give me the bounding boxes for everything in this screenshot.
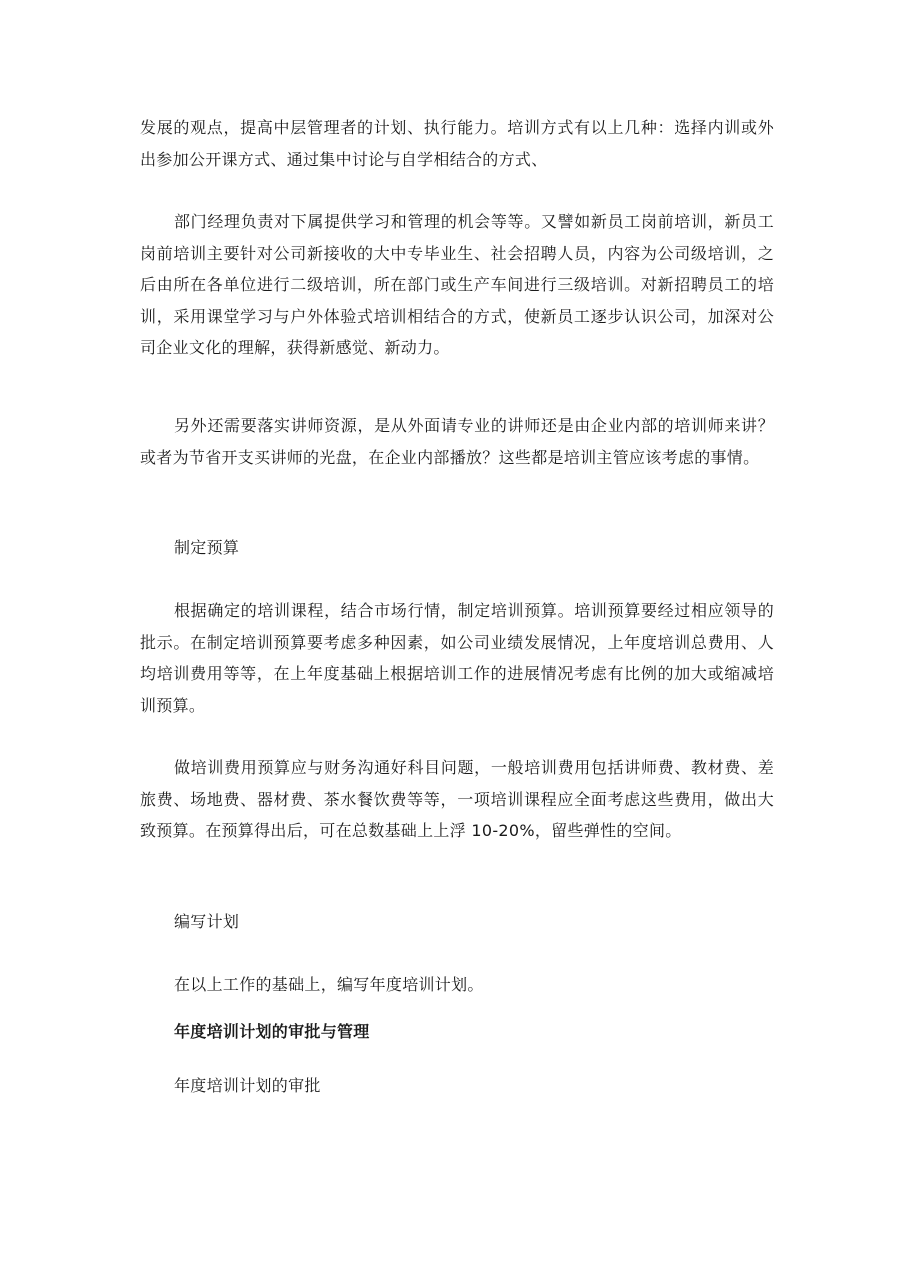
paragraph-lecturer-resources: 另外还需要落实讲师资源，是从外面请专业的讲师还是由企业内部的培训师来讲？或者为节省开支买讲师的光盘，在企业内部播放？这些都是培训主管应该考虑的事情。 xyxy=(140,416,774,467)
subsection-heading-approval: 年度培训计划的审批 xyxy=(174,1076,321,1095)
section-heading-write-plan: 编写计划 xyxy=(174,912,240,931)
paragraph-write-plan: 在以上工作的基础上，编写年度培训计划。 xyxy=(174,975,484,994)
paragraph-training-methods: 发展的观点，提高中层管理者的计划、执行能力。培训方式有以上几种：选择内训或外出参加公开课方式、通过集中讨论与自学相结合的方式、 xyxy=(140,118,774,169)
paragraph-new-employee-training: 部门经理负责对下属提供学习和管理的机会等等。又譬如新员工岗前培训，新员工岗前培训主要针对公司新接收的大中专毕业生、社会招聘人员，内容为公司级培训，之后由所在各单位进行二级培训，所在部门或生产车间进行三级培训。对新招聘员工的培训，采用课堂学习与户外体验式培训相结合的方式，使新员工逐步认识公司，加深对公司企业文化的理解，获得新感觉、新动力。 xyxy=(140,212,774,357)
paragraph-budget-items: 做培训费用预算应与财务沟通好科目问题，一般培训费用包括讲师费、教材费、差旅费、场地费、器材费、茶水餐饮费等等，一项培训课程应全面考虑这些费用，做出大致预算。在预算得出后，可在总数基础上上浮 10-20%，留些弹性的空间。 xyxy=(140,758,774,840)
section-heading-approval-management: 年度培训计划的审批与管理 xyxy=(174,1022,370,1041)
paragraph-budget-factors: 根据确定的培训课程，结合市场行情，制定培训预算。培训预算要经过相应领导的批示。在制定培训预算要考虑多种因素，如公司业绩发展情况，上年度培训总费用、人均培训费用等等，在上年度基础上根据培训工作的进展情况考虑有比例的加大或缩减培训预算。 xyxy=(140,601,774,715)
section-heading-budget: 制定预算 xyxy=(174,538,240,557)
